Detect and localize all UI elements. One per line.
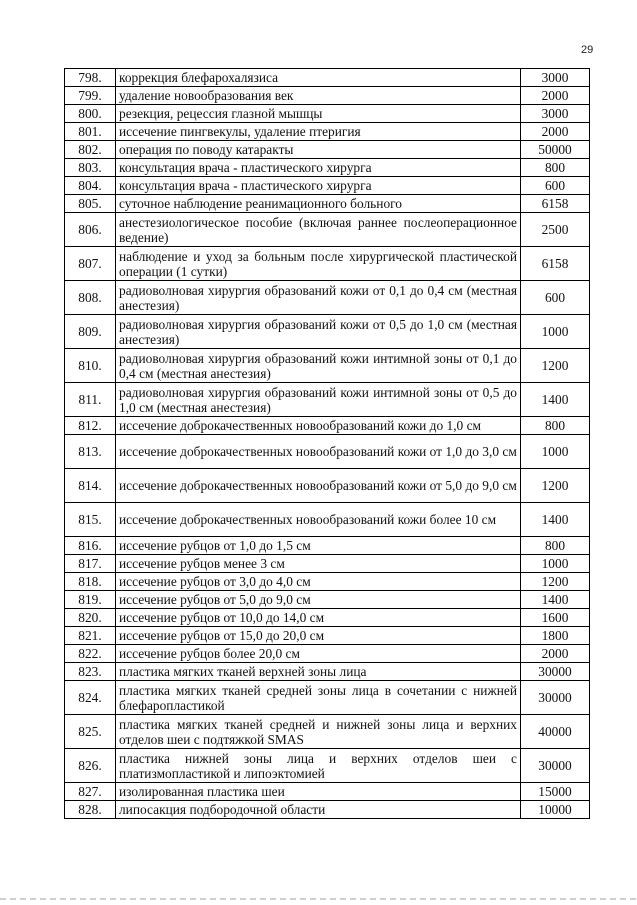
- table-row: [65, 801, 590, 819]
- row-number: 823.: [65, 663, 116, 681]
- service-price: 800: [521, 159, 590, 177]
- table-row: [65, 591, 590, 609]
- service-price: 1200: [521, 469, 590, 503]
- row-number: 822.: [65, 645, 116, 663]
- table-row: [65, 469, 590, 503]
- table-row: [65, 141, 590, 159]
- row-number: 818.: [65, 573, 116, 591]
- table-row: [65, 349, 590, 383]
- row-number: 804.: [65, 177, 116, 195]
- row-number: 828.: [65, 801, 116, 819]
- service-price: 30000: [521, 663, 590, 681]
- table-row: [65, 537, 590, 555]
- table-row: [65, 783, 590, 801]
- service-name: иссечение рубцов от 1,0 до 1,5 см: [116, 537, 521, 555]
- service-name: иссечение пингвекулы, удаление птеригия: [116, 123, 521, 141]
- service-name: наблюдение и уход за больным после хирургической пластической операции (1 сутки): [116, 247, 521, 281]
- row-number: 807.: [65, 247, 116, 281]
- row-number: 826.: [65, 749, 116, 783]
- service-name: консультация врача - пластического хирурга: [116, 159, 521, 177]
- row-number: 815.: [65, 503, 116, 537]
- service-price: 2500: [521, 213, 590, 247]
- service-price: 1400: [521, 503, 590, 537]
- service-name: радиоволновая хирургия образований кожи от 0,1 до 0,4 см (местная анестезия): [116, 281, 521, 315]
- table-row: [65, 555, 590, 573]
- row-number: 814.: [65, 469, 116, 503]
- row-number: 825.: [65, 715, 116, 749]
- service-name: пластика мягких тканей верхней зоны лица: [116, 663, 521, 681]
- service-price: 2000: [521, 123, 590, 141]
- service-name: радиоволновая хирургия образований кожи интимной зоны от 0,1 до 0,4 см (местная анестезия): [116, 349, 521, 383]
- service-price: 3000: [521, 105, 590, 123]
- table-row: [65, 87, 590, 105]
- row-number: 820.: [65, 609, 116, 627]
- service-name: удаление новообразования век: [116, 87, 521, 105]
- service-name: суточное наблюдение реанимационного больного: [116, 195, 521, 213]
- service-price: 6158: [521, 195, 590, 213]
- table-row: [65, 715, 590, 749]
- service-price: 1400: [521, 591, 590, 609]
- row-number: 824.: [65, 681, 116, 715]
- service-price: 600: [521, 281, 590, 315]
- page-number: 29: [581, 44, 594, 56]
- service-price: 2000: [521, 87, 590, 105]
- service-name: иссечение рубцов от 5,0 до 9,0 см: [116, 591, 521, 609]
- service-price: 1000: [521, 555, 590, 573]
- service-price: 3000: [521, 69, 590, 87]
- row-number: 801.: [65, 123, 116, 141]
- row-number: 798.: [65, 69, 116, 87]
- row-number: 805.: [65, 195, 116, 213]
- row-number: 803.: [65, 159, 116, 177]
- service-name: иссечение доброкачественных новообразований кожи от 5,0 до 9,0 см: [116, 469, 521, 503]
- table-row: [65, 609, 590, 627]
- service-price: 1200: [521, 349, 590, 383]
- service-price: 1000: [521, 315, 590, 349]
- table-row: [65, 573, 590, 591]
- service-price: 800: [521, 537, 590, 555]
- service-name: иссечение рубцов от 15,0 до 20,0 см: [116, 627, 521, 645]
- row-number: 808.: [65, 281, 116, 315]
- service-price: 1400: [521, 383, 590, 417]
- service-price: 40000: [521, 715, 590, 749]
- service-name: иссечение доброкачественных новообразований кожи более 10 см: [116, 503, 521, 537]
- service-price: 2000: [521, 645, 590, 663]
- service-name: иссечение рубцов менее 3 см: [116, 555, 521, 573]
- service-name: консультация врача - пластического хирурга: [116, 177, 521, 195]
- service-name: иссечение доброкачественных новообразований кожи от 1,0 до 3,0 см: [116, 435, 521, 469]
- row-number: 806.: [65, 213, 116, 247]
- row-number: 817.: [65, 555, 116, 573]
- service-name: резекция, рецессия глазной мышцы: [116, 105, 521, 123]
- row-number: 816.: [65, 537, 116, 555]
- table-row: [65, 681, 590, 715]
- table-row: [65, 383, 590, 417]
- service-price: 6158: [521, 247, 590, 281]
- service-name: операция по поводу катаракты: [116, 141, 521, 159]
- service-name: изолированная пластика шеи: [116, 783, 521, 801]
- service-price: 1000: [521, 435, 590, 469]
- table-row: [65, 177, 590, 195]
- price-table: [64, 68, 590, 819]
- row-number: 812.: [65, 417, 116, 435]
- service-name: иссечение рубцов более 20,0 см: [116, 645, 521, 663]
- table-row: [65, 159, 590, 177]
- service-name: иссечение доброкачественных новообразований кожи до 1,0 см: [116, 417, 521, 435]
- table-row: [65, 123, 590, 141]
- table-row: [65, 663, 590, 681]
- service-name: коррекция блефарохалязиса: [116, 69, 521, 87]
- service-price: 800: [521, 417, 590, 435]
- service-price: 10000: [521, 801, 590, 819]
- service-price: 50000: [521, 141, 590, 159]
- service-name: липосакция подбородочной области: [116, 801, 521, 819]
- row-number: 821.: [65, 627, 116, 645]
- service-name: иссечение рубцов от 10,0 до 14,0 см: [116, 609, 521, 627]
- table-row: [65, 645, 590, 663]
- service-name: иссечение рубцов от 3,0 до 4,0 см: [116, 573, 521, 591]
- service-price: 1200: [521, 573, 590, 591]
- service-name: пластика мягких тканей средней и нижней зоны лица и верхних отделов шеи с подтяжкой SMAS: [116, 715, 521, 749]
- table-row: [65, 749, 590, 783]
- row-number: 809.: [65, 315, 116, 349]
- service-name: радиоволновая хирургия образований кожи от 0,5 до 1,0 см (местная анестезия): [116, 315, 521, 349]
- table-row: [65, 417, 590, 435]
- row-number: 800.: [65, 105, 116, 123]
- row-number: 799.: [65, 87, 116, 105]
- row-number: 819.: [65, 591, 116, 609]
- table-row: [65, 105, 590, 123]
- table-row: [65, 503, 590, 537]
- table-row: [65, 213, 590, 247]
- service-price: 15000: [521, 783, 590, 801]
- row-number: 813.: [65, 435, 116, 469]
- service-price: 1600: [521, 609, 590, 627]
- scan-edge-line: [0, 898, 637, 900]
- table-row: [65, 435, 590, 469]
- table-row: [65, 281, 590, 315]
- service-price: 30000: [521, 681, 590, 715]
- table-row: [65, 315, 590, 349]
- row-number: 811.: [65, 383, 116, 417]
- table-row: [65, 247, 590, 281]
- row-number: 827.: [65, 783, 116, 801]
- service-name: анестезиологическое пособие (включая раннее послеоперационное ведение): [116, 213, 521, 247]
- table-row: [65, 195, 590, 213]
- row-number: 802.: [65, 141, 116, 159]
- table-row: [65, 627, 590, 645]
- service-name: пластика нижней зоны лица и верхних отделов шеи с платизмопластикой и липоэктомией: [116, 749, 521, 783]
- service-price: 600: [521, 177, 590, 195]
- service-price: 1800: [521, 627, 590, 645]
- service-name: пластика мягких тканей средней зоны лица в сочетании с нижней блефаропластикой: [116, 681, 521, 715]
- service-name: радиоволновая хирургия образований кожи интимной зоны от 0,5 до 1,0 см (местная анестезия): [116, 383, 521, 417]
- service-price: 30000: [521, 749, 590, 783]
- table-row: [65, 69, 590, 87]
- row-number: 810.: [65, 349, 116, 383]
